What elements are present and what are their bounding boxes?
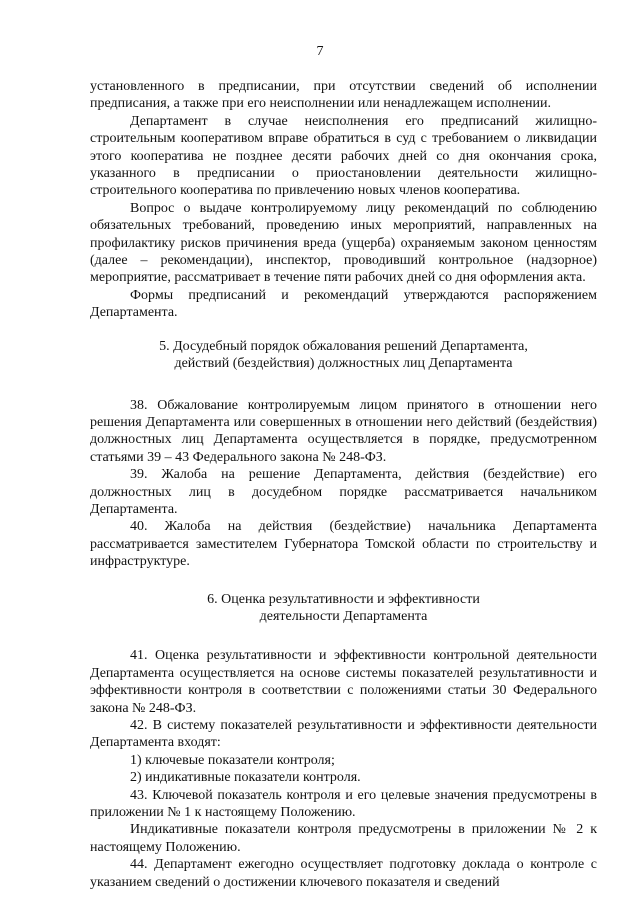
section-5-heading	[90, 338, 597, 373]
document-body	[90, 78, 597, 891]
paragraph-40: 40. Жалоба на действия (бездействие) начальника Департамента рассматривается заместителем Губернатора Томской области по строительству и инфраструктуре.	[90, 519, 597, 570]
paragraph-recommendations: Вопрос о выдаче контролируемому лицу рекомендаций по соблюдению обязательных требований, проведению иных мероприятий, направленных на профилактику рисков причинения вреда (ущерба) охраняемым законом ценностям (далее – рекомендации), инспектор, проводивший контрольное (надзорное) мероприятие, рассматривает в течение пяти рабочих дней со дня оформления акта.	[90, 200, 597, 286]
paragraph-indicative-appendix: Индикативные показатели контроля предусмотрены в приложении № 2 к настоящему Положению.	[90, 822, 597, 855]
paragraph-continuation: установленного в предписании, при отсутствии сведений об исполнении предписания, а также при его неисполнении или ненадлежащем исполнении.	[90, 79, 597, 112]
paragraph-liquidation: Департамент в случае неисполнения его предписаний жилищно-строительным кооперативом вправе обратиться в суд с требованием о ликвидации этого кооператива не позднее десяти рабочих дней со дня окончания срока, указанного в предписании о приостановлении деятельности жилищно-строительного кооператива по привлечению новых членов кооператива.	[90, 113, 597, 199]
page-number: 7	[316, 44, 324, 59]
paragraph-42: 42. В систему показателей результативности и эффективности деятельности Департамента входят:	[90, 718, 597, 751]
paragraph-38: 38. Обжалование контролируемым лицом принятого в отношении него решения Департамента или совершенных в отношении него действий (бездействия) должностных лиц Департамента осуществляется в порядке, предусмотренном статьями 39 – 43 Федерального закона № 248-ФЗ.	[90, 397, 597, 465]
list-item-indicative-indicators: 2) индикативные показатели контроля.	[130, 770, 361, 786]
paragraph-39: 39. Жалоба на решение Департамента, действия (бездействие) его должностных лиц в досудебном порядке рассматривается начальником Департамента.	[90, 467, 597, 517]
paragraph-forms: Формы предписаний и рекомендаций утверждаются распоряжением Департамента.	[90, 287, 597, 321]
section-6-heading	[90, 591, 597, 626]
section-5-heading-line-1: 5. Досудебный порядок обжалования решений Департамента,	[159, 338, 528, 354]
paragraph-43: 43. Ключевой показатель контроля и его целевые значения предусмотрены в приложении № 1 к настоящему Положению.	[90, 787, 597, 821]
paragraph-44: 44. Департамент ежегодно осуществляет подготовку доклада о контроле с указанием сведений о достижении ключевого показателя и сведений	[90, 857, 597, 890]
section-6-heading-line-1: 6. Оценка результативности и эффективности	[207, 591, 480, 607]
list-item-key-indicators: 1) ключевые показатели контроля;	[130, 752, 335, 768]
section-6-heading-line-2: деятельности Департамента	[259, 608, 428, 624]
section-5-heading-line-2: действий (бездействия) должностных лиц Департамента	[174, 356, 513, 372]
paragraph-41: 41. Оценка результативности и эффективности контрольной деятельности Департамента осуществляется на основе системы показателей результативности и эффективности контроля в соответствии с положениями статьи 30 Федерального закона № 248-ФЗ.	[90, 648, 597, 716]
